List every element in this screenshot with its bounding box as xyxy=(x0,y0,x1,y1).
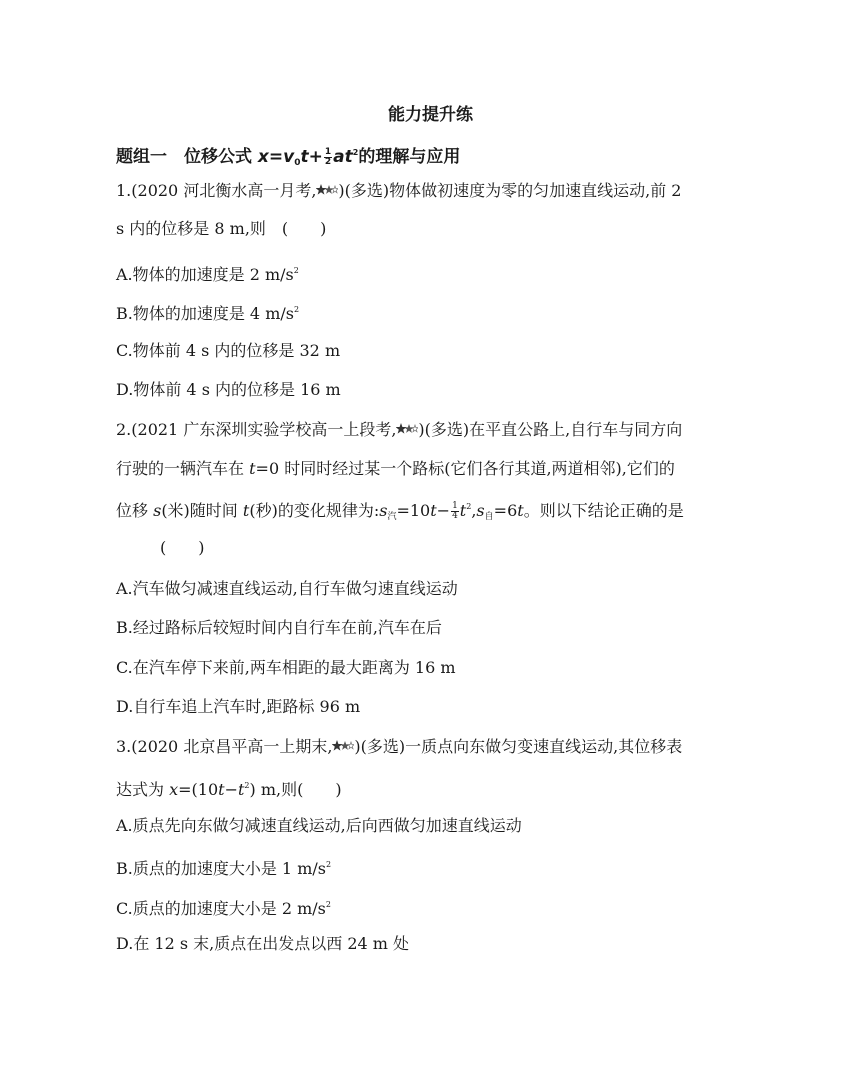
q1-option-b: B.物体的加速度是 4 $m/s^2$ xyxy=(116,304,300,323)
q1-stem-line2: s 内的位移是 8 m,则 ( ) xyxy=(116,219,327,238)
page-title: 能力提升练 xyxy=(388,105,473,125)
difficulty-stars-icon xyxy=(332,739,354,753)
q3-stem-line2: 达式为 $x=(10t-t^2)$ m,则( ) xyxy=(116,780,342,799)
q3-option-d: D.在 12 s 末,质点在出发点以西 24 m 处 xyxy=(116,934,410,953)
q2-option-c: C.在汽车停下来前,两车相距的最大距离为 16 m xyxy=(116,658,456,677)
q3-option-c: C.质点的加速度大小是 2 $m/s^2$ xyxy=(116,899,331,918)
q3-option-a: A.质点先向东做匀减速直线运动,后向西做匀加速直线运动 xyxy=(116,816,522,835)
q2-option-b: B.经过路标后较短时间内自行车在前,汽车在后 xyxy=(116,618,442,637)
q1-option-a: A.物体的加速度是 2 $m/s^2$ xyxy=(116,265,299,284)
q3-stem-line1: 3.(2020 北京昌平高一上期末, )(多选)一质点向东做匀变速直线运动,其位移表 xyxy=(116,737,683,756)
q2-stem-line4: ( ) xyxy=(160,538,205,557)
q2-stem-line2: 行驶的一辆汽车在 t=0 时同时经过某一个路标(它们各行其道,两道相邻),它们的 xyxy=(116,459,675,478)
q2-stem-line1: 2.(2021 广东深圳实验学校高一上段考, )(多选)在平直公路上,自行车与同方向 xyxy=(116,420,683,439)
q1-stem-line1: 1.(2020 河北衡水高一月考, )(多选)物体做初速度为零的匀加速直线运动,前 2 xyxy=(116,181,682,200)
difficulty-stars-icon xyxy=(396,422,418,436)
q2-option-d: D.自行车追上汽车时,距路标 96 m xyxy=(116,697,361,716)
difficulty-stars-icon xyxy=(316,183,338,197)
fraction: $\frac{1}{4}$ xyxy=(452,501,458,521)
fraction: $\frac{1}{2}$ xyxy=(324,146,332,167)
q3-option-b: B.质点的加速度大小是 1 $m/s^2$ xyxy=(116,859,332,878)
q2-option-a: A.汽车做匀减速直线运动,自行车做匀速直线运动 xyxy=(116,579,458,598)
q1-option-c: C.物体前 4 s 内的位移是 32 m xyxy=(116,341,341,360)
q2-stem-line3: 位移 s(米)随时间 t(秒)的变化规律为$:s_汽=10t-$ $\frac{1}{4}$ $t^2,s_自=6t$。则以下结论正确的是 xyxy=(116,501,684,522)
group-heading: 题组一 位移公式 $x=v_0t+$ $\frac{1}{2}$ $at^2$的理解与应用 xyxy=(116,146,461,168)
q1-option-d: D.物体前 4 s 内的位移是 16 m xyxy=(116,380,341,399)
